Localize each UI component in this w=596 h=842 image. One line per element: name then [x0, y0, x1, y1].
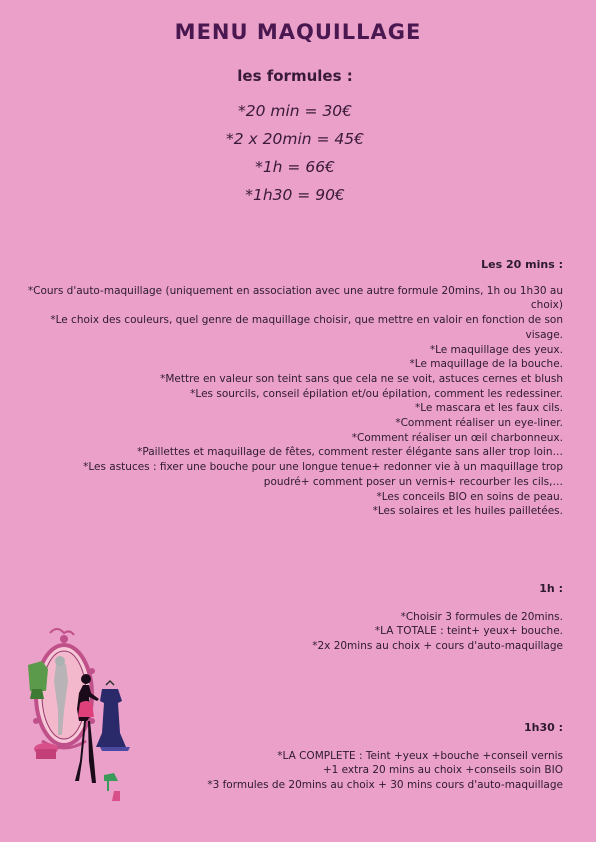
formule-item: *20 min = 30€ [237, 102, 353, 120]
formules-list [0, 100, 590, 212]
section-20-line: *Mettre en valeur son teint sans que cela ne se voit, astuces cernes et blush [160, 372, 563, 385]
section-1h-line: *Choisir 3 formules de 20mins. [400, 610, 563, 623]
section-20-title: Les 20 mins : [481, 258, 563, 271]
section-20-line: *Les astuces : fixer une bouche pour une longue tenue+ redonner vie à un maquillage trop poudré+ comment poser un vernis+ recourber les cils,… [83, 461, 563, 488]
section-20-line: *Le maquillage des yeux. [429, 343, 563, 356]
section-1h-line: *LA TOTALE : teint+ yeux+ bouche. [374, 625, 563, 638]
formule-item: *1h = 66€ [255, 158, 335, 176]
section-20-line: *Les conceils BIO en soins de peau. [376, 490, 563, 503]
formules-title: les formules : [237, 67, 353, 85]
formule-item: *2 x 20min = 45€ [225, 130, 365, 148]
dress-icon [96, 681, 130, 751]
section-1h30-line: +1 extra 20 mins au choix +conseils soin BIO [322, 764, 563, 777]
section-20-line: *Comment réaliser un eye-liner. [395, 417, 563, 430]
section-20-line: *Les sourcils, conseil épilation et/ou épilation, comment les redessiner. [190, 387, 563, 400]
section-20-line: *Les solaires et les huiles pailletées. [372, 505, 563, 518]
section-1h30-title: 1h30 : [523, 721, 563, 734]
section-20-line: *Le maquillage de la bouche. [409, 358, 563, 371]
section-1h30-line: *3 formules de 20mins au choix + 30 mins cours d'auto-maquillage [207, 779, 563, 792]
page-title: MENU MAQUILLAGE [174, 20, 422, 44]
section-20-line: *Paillettes et maquillage de fêtes, comment rester élégante sans aller trop loin… [137, 446, 563, 459]
formule-item: *1h30 = 90€ [245, 186, 345, 204]
section-1h-title: 1h : [539, 582, 563, 595]
woman-mirror-illustration [22, 625, 142, 805]
section-20-line: *Le mascara et les faux cils. [415, 402, 563, 415]
section-1h-line: *2x 20mins au choix + cours d'auto-maquillage [312, 640, 563, 653]
section-20-line: *Cours d'auto-maquillage (uniquement en association avec une autre formule 20mins, 1h ou 1h30 au choix) [27, 284, 563, 312]
section-1h30-line: *LA COMPLETE : Teint +yeux +bouche +conseil vernis [277, 749, 563, 762]
section-20-line: *Le choix des couleurs, quel genre de maquillage choisir, que mettre en valoir en fonction de son visage. [50, 314, 563, 341]
section-20-mins [23, 258, 563, 519]
section-20-line: *Comment réaliser un œil charbonneux. [351, 431, 563, 444]
